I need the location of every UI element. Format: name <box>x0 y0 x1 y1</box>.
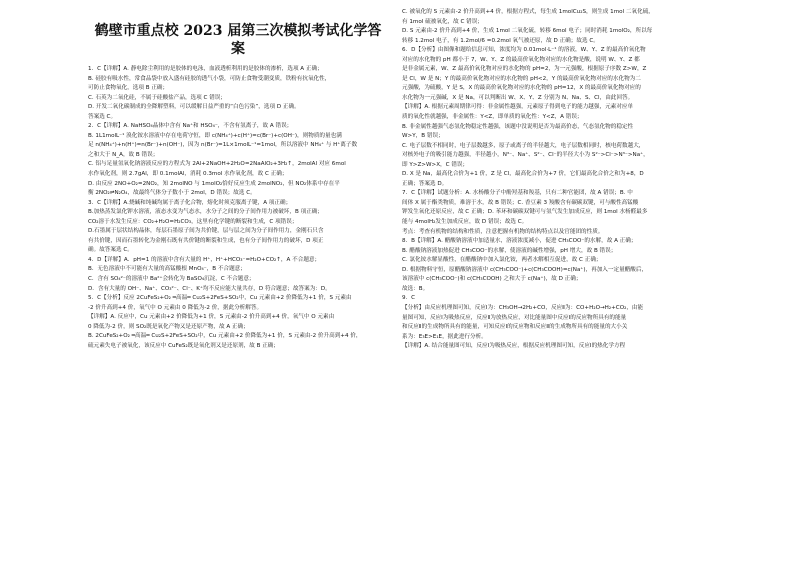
answer-text-line: 考点：考查有机物的结构和性质，注意把握有机物的结构特点以及官能团的性质。 <box>402 228 604 235</box>
answer-text-line: 和反应Ⅱ的生成物所具有的能量，可知反应Ⅰ的反应物和反应Ⅱ的生成物所具有的能量的大小关 <box>402 324 628 331</box>
answer-text-line: 之和大于 N_A，故 B 错误； <box>88 151 159 158</box>
answer-text-line: C. 氯化铵水解显酸性，在醋酸钠中加入氯化铵，两者水解相互促进，故 C 正确； <box>402 257 602 264</box>
answer-text-line: B．无色溶液中不可能有大量的高锰酸根 MnO₄⁻，B 不合题意； <box>88 266 246 273</box>
answer-text-line: 5．C【分析】反应 2CuFeS₂+O₂ ═高温═ Cu₂S+2FeS+SO₂中，Cu 元素由+2 价降低为+1 价，S 元素由 <box>88 295 352 302</box>
answer-text-line: 【详解】A. 根据元素周期律可得：非金属性越强，元素原子得到电子的能力越强，元素对应单 <box>402 104 634 111</box>
answer-text-line: C. 铝与足量氢氧化钠溶液反应的方程式为 2Al+2NaOH+2H₂O=2NaAlO₂+3H₂↑，2molAl 对应 6mol <box>88 161 346 168</box>
answer-text-line: 转移 1.2mol 电子，有 1.2mol/6 =0.2mol 氧气被还原，故 D 正确；故选 C。 <box>402 37 599 44</box>
answer-text-line: 即 Y>Z>W>X，C 错误； <box>402 161 469 168</box>
answer-text-line: D.石墨属于层状结构晶体，每层石墨原子间为共价键，层与层之间为分子间作用力，金刚石只含 <box>88 228 324 235</box>
answer-text-line: 2．C【详解】A. NaHSO₄晶体中含有 Na⁺和 HSO₄⁻，不含有氢离子，故 A 错误； <box>88 123 293 130</box>
answer-text-line: B. 醋酸钠溶液加热促进 CH₃COO⁻的水解，使溶液的碱性增强，pH 增大，故 B 错误； <box>402 247 617 254</box>
answer-text-line: 对核外电子的吸引能力越强，半径越小，N³⁻、Na⁺、S²⁻、Cl⁻的半径大小为 S²⁻>Cl⁻>N³⁻>Na⁺， <box>402 152 649 159</box>
answer-text-line: B. 非金属性越强气态氢化物稳定性越强，该题中没说明是否为最高价态，气态氢化物的稳定性 <box>402 123 634 130</box>
answer-text-line: 钾发生氧化还原反应，故 C 正确；D. 苯环和碳碳双键可与氢气发生加成反应，则 1mol 水杨醛最多 <box>402 209 648 216</box>
answer-text-line: B.加热蒸发氯化钾水溶液，液态水变为气态水，水分子之间的分子间作用力被破坏，B 项正确； <box>88 209 323 216</box>
answer-text-line: 7．C【详解】试题分析：A. 水杨酸分子中酚羟基和羧基，只有二种官能团，故 A 错误；B. 中 <box>402 190 633 197</box>
answer-text-line: D. X 是 Na，最高化合价为+1 价，Z 是 Cl，最高化合价为+7 价，它们最高化合价之和为+8，D <box>402 171 644 178</box>
right-column-text <box>402 8 707 352</box>
answer-text-line: 答案选 C。 <box>88 113 117 120</box>
answer-text-line: 该溶液中 c(CH₃COO⁻)和 c(CH₃COOH) 之和大于 c(Na⁺)，故 D 正确； <box>402 276 582 283</box>
answer-text-line: C. 被氧化的 S 元素由-2 价升高到+4 价，根据方程式，每生成 1molCu₂S，则生成 1mol 二氧化硫， <box>402 9 654 15</box>
answer-text-line: C．含有 SO₄²⁻的溶液中 Ba²⁺会转化为 BaSO₄沉淀，C 不合题意； <box>88 276 255 283</box>
answer-text-line: 量图可知，反应Ⅰ为吸热反应，反应Ⅱ为放热反应，对比能量图中反应Ⅰ的反应物所具有的能量 <box>402 314 627 321</box>
answer-text-line: B. 1L1molL⁻¹ 溴化铵水溶液中存在电荷守恒，即 c(NH₄⁺)+c(H⁺)=c(Br⁻)+c(OH⁻)，则物质的量也满 <box>88 132 342 139</box>
answer-text-line: 故选：B。 <box>402 285 429 292</box>
answer-text-line: B. 2CuFeS₂+O₂ ═高温═ Cu₂S+2FeS+SO₂中，Cu 元素由+2 价降低为+1 价，S 元素由-2 价升高到+4 价， <box>88 333 362 340</box>
answer-text-line: 对应的水化物的 pH 都小于 7，W、Y、Z 的最高价氧化物对应的水化物是酸，说明 W、Y、Z 都 <box>402 56 640 63</box>
answer-text-line: 是 Cl，W 是 N；Y 的最高价氧化物对应的水化物的 pH<2，Y 的最高价氧化物对应的水化物为二 <box>402 75 641 82</box>
answer-text-line: 0 降低为-2 价，则 SO₂既是氧化产物又是还原产物，故 A 正确； <box>88 323 249 330</box>
answer-text-line: 衡 2NO₂⇌N₂O₄，故最终气体分子数小于 2mol，D 错误；故选 C。 <box>88 190 256 197</box>
page-title: 鹤壁市重点校 2023 届第三次模拟考试化学答案 <box>94 23 382 57</box>
answer-text-line: 水化物为一元强碱，X 是 Na，可以判断出 W、X、Y、Z 分别为 N、Na、S、Cl，由此回答。 <box>402 94 634 101</box>
answer-text-line: 是非金属元素，W、Z 最高价氧化物对应的水化物的 pH=2，为一元强酸，根据原子序数 Z>W，Z <box>402 66 647 73</box>
answer-text-line: 足 n(NH₄⁺)+n(H⁺)=n(Br⁻)+n(OH⁻)，因为 n(Br⁻)=1L×1molL⁻¹=1mol，所以溶液中 NH₄⁺ 与 H⁺离子数 <box>88 142 358 149</box>
left-column-text <box>88 65 388 351</box>
answer-text-line: 能与 4molH₂发生加成反应，故 D 错误；故选 C。 <box>402 219 528 226</box>
answer-text-line: 【分析】由反应机理图可知，反应Ⅰ为：CH₃OH→2H₂+CO，反应Ⅱ为：CO+H₂O→H₂+CO₂，由能 <box>402 304 644 311</box>
answer-text-line: 间体 X 属于酯类物质，难溶于水，故 B 错误；C. 香豆素 3 羧酸含有碳碳双键，可与酸性高锰酸 <box>402 199 639 206</box>
answer-text-line: C. 石英为二氧化硅，不属于硅酸盐产品，选项 C 错误； <box>88 94 226 101</box>
answer-text-line: 确。故答案选 C。 <box>88 247 133 254</box>
answer-text-line: 【详解】A. 反应中，Cu 元素由+2 价降低为+1 价，S 元素由-2 价升高到+4 价，氧气中 O 元素由 <box>88 314 335 321</box>
answer-text-line: 正确；答案选 D。 <box>402 180 448 187</box>
answer-text-line: 9．C <box>402 295 416 302</box>
answer-text-line: 有 1mol 硫被氧化，故 C 错误； <box>402 18 483 25</box>
answer-text-line: CO₂溶于水发生反应：CO₂+H₂O=H₂CO₃，这里有化学键的断裂和生成，C 项错误； <box>88 218 298 225</box>
answer-text-line: 3．C【详解】A.烧碱和纯碱均属于离子化合物，熔化时须克服离子键，A 项正确； <box>88 199 292 206</box>
answer-text-line: 元强酸，为硫酸，Y 是 S，X 的最高价氧化物对应的水化物的 pH=12，X 的最高价氧化物对应的 <box>402 85 641 92</box>
answer-text-line: W>Y，B 错误； <box>402 133 444 140</box>
answer-text-line: C. 电子层数不相同时，电子层数越多，原子或离子的半径越大，电子层数相同时，核电荷数越大， <box>402 142 645 149</box>
answer-text-line: B. 硅胶有吸水性，常食品袋中放入盛有硅胶的透气小袋，可防止食物受潮变质，铁粉有抗氧化性， <box>88 75 331 82</box>
answer-text-line: D．含有大量的 OH⁻、Na⁺、CO₃²⁻、Cl⁻、K⁺均不反应能大量共存，D 符合题意；故答案为：D。 <box>88 285 331 292</box>
answer-text-line: 质的氧化性就越强，非金属性：Y<Z，即单质的氧化性：Y<Z，A 错误； <box>402 114 583 121</box>
left-column <box>88 8 388 556</box>
answer-text-line: 4．D【详解】A．pH=1 的溶液中含有大量的 H⁺，H⁺+HCO₃⁻=H₂O+CO₂↑，A 不合题意； <box>88 256 321 263</box>
right-column <box>402 8 707 556</box>
answer-text-line: 6．D【分析】由图像和题给信息可知，浓度均为 0.01mol·L⁻¹ 的溶液，W、Y、Z 的最高价氧化物 <box>402 47 646 54</box>
answer-text-line: 有共价键，因而石墨转化为金刚石既有共价键的断裂和生成，也有分子间作用力的破坏，D 项正 <box>88 237 324 244</box>
answer-text-line: 系为：E₃E>E₁E，据此进行分析。 <box>402 333 487 340</box>
answer-text-line: 水作氧化剂，则 2.7gAl，即 0.1molAl，消耗 0.3mol 水作氧化剂，故 C 正确； <box>88 171 288 178</box>
answer-text-line: D. 根据物料守恒，原醋酸钠溶液中 c(CH₃COO⁻)+c(CH₃COOH)=c(Na⁺)，再加入一定量醋酸后， <box>402 266 648 273</box>
answer-text-line: -2 价升高到+4 价，氧气中 O 元素由 0 降低为-2 价，据此分析解答。 <box>88 304 263 311</box>
answer-text-line: D. 由反应 2NO+O₂=2NO₂，知 2molNO 与 1molO₂恰好反应生成 2molNO₂，但 NO₂体系中存在平 <box>88 180 340 187</box>
answer-text-line: 1．C【详解】A. 静电除尘利用的是胶体的电泳，血液透析利用的是胶体的渗析，选项 A 正确； <box>88 66 323 72</box>
answer-text-line: D. S 元素由-2 价升高到+4 价，生成 1mol 二氧化硫，转移 6mol 电子；同时消耗 1molO₂，所以每 <box>402 28 653 35</box>
answer-text-line: 硫元素失电子被氧化，该反应中 CuFeS₂既是氧化剂又是还原剂，故 B 正确； <box>88 342 279 349</box>
answer-text-line: D. 开发二氧化碳制成的全降解塑料，可以缓解日益严重的“白色污染”，选项 D 正确。 <box>88 104 300 111</box>
answer-text-line: 可防止食物氧化，选项 B 正确； <box>88 85 169 92</box>
answer-text-line: 8．B【详解】A. 醋酸钠溶液中加适量水，溶液浓度减小，促进 CH₃COO⁻的水解，故 A 正确； <box>402 238 637 245</box>
answer-text-line: 【详解】A. 结合能量图可知，反应Ⅰ为吸热反应，根据反应机理图可知，反应Ⅰ的热化学方程 <box>402 343 626 350</box>
